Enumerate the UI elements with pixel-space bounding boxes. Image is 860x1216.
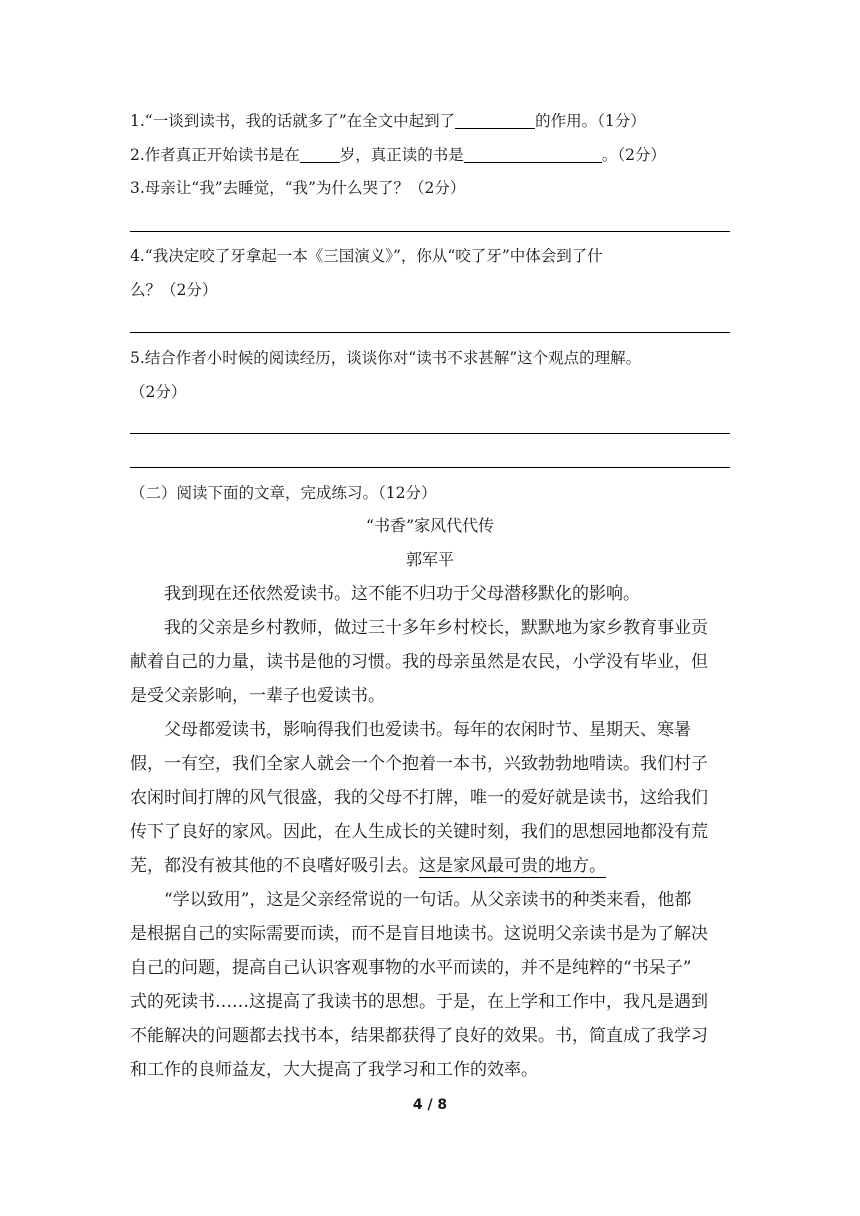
paragraph-line: 不能解决的问题都去找书本，结果都获得了良好的效果。书，简直成了我学习 <box>130 1026 708 1046</box>
question-5-line-2: （2分） <box>130 383 187 401</box>
paragraph-line: 我的父亲是乡村教师，做过三十多年乡村校长，默默地为家乡教育事业贡 <box>164 618 708 638</box>
paragraph-line: 父母都爱读书，影响得我们也爱读书。每年的农闲时节、星期天、寒暑 <box>164 720 691 740</box>
answer-blank[interactable] <box>464 146 602 163</box>
section-header: （二）阅读下面的文章，完成练习。（12分） <box>130 484 437 502</box>
paragraph-line: 自己的问题，提高自己认识客观事物的水平而读的，并不是纯粹的“书呆子” <box>130 958 692 978</box>
paragraph-text: 芜，都没有被其他的不良嗜好吸引去。 <box>130 856 419 876</box>
question-1 <box>130 109 730 133</box>
question-1-suffix: 的作用。（1分） <box>535 112 646 130</box>
paragraph-line <box>130 854 732 878</box>
article-author: 郭军平 <box>405 550 454 569</box>
paragraph-line: “学以致用”，这是父亲经常说的一句话。从父亲读书的种类来看，他都 <box>164 890 692 910</box>
paragraph-line: 我到现在还依然爱读书。这不能不归功于父母潜移默化的影响。 <box>164 584 640 604</box>
paragraph-line: 和工作的良师益友，大大提高了我学习和工作的效率。 <box>130 1060 538 1080</box>
answer-line[interactable] <box>130 332 730 333</box>
answer-line[interactable] <box>130 231 730 232</box>
question-4-line-1: 4.“我决定咬了牙拿起一本《三国演义》”，你从“咬了牙”中体会到了什 <box>130 247 603 265</box>
paragraph-line: 是根据自己的实际需要而读，而不是盲目地读书。这说明父亲读书是为了解决 <box>130 924 708 944</box>
paragraph-line: 农闲时间打牌的风气很盛，我的父母不打牌，唯一的爱好就是读书，这给我们 <box>130 788 708 808</box>
question-2-middle: 岁，真正读的书是 <box>339 146 464 164</box>
paragraph-line: 献着自己的力量，读书是他的习惯。我的母亲虽然是农民，小学没有毕业，但 <box>130 652 708 672</box>
paragraph-line: 是受父亲影响，一辈子也爱读书。 <box>130 686 385 706</box>
question-4-line-2: 么？（2分） <box>130 281 218 299</box>
paragraph-line: 假，一有空，我们全家人就会一个个抱着一本书，兴致勃勃地啃读。我们村子 <box>130 754 708 774</box>
question-2-text: 2.作者真正开始读书是在 <box>130 146 300 164</box>
question-5-line-1: 5.结合作者小时候的阅读经历，谈谈你对“读书不求甚解”这个观点的理解。 <box>130 349 642 367</box>
page-number: 4 / 8 <box>412 1097 448 1113</box>
paragraph-line: 式的死读书……这提高了我读书的思想。于是，在上学和工作中，我凡是遇到 <box>130 992 708 1012</box>
article-title: “书香”家风代代传 <box>365 516 495 535</box>
answer-blank[interactable] <box>300 146 340 163</box>
question-1-text: 1.“一谈到读书，我的话就多了”在全文中起到了 <box>130 112 456 130</box>
underlined-sentence: 这是家风最可贵的地方。 <box>419 856 606 876</box>
question-3: 3.母亲让“我”去睡觉，“我”为什么哭了？（2分） <box>130 179 466 197</box>
answer-line[interactable] <box>130 467 730 468</box>
question-2 <box>130 143 730 167</box>
answer-line[interactable] <box>130 433 730 434</box>
paragraph-line: 传下了良好的家风。因此，在人生成长的关键时刻，我们的思想园地都没有荒 <box>130 822 708 842</box>
answer-blank[interactable] <box>455 112 535 129</box>
question-2-suffix: 。（2分） <box>601 146 666 164</box>
